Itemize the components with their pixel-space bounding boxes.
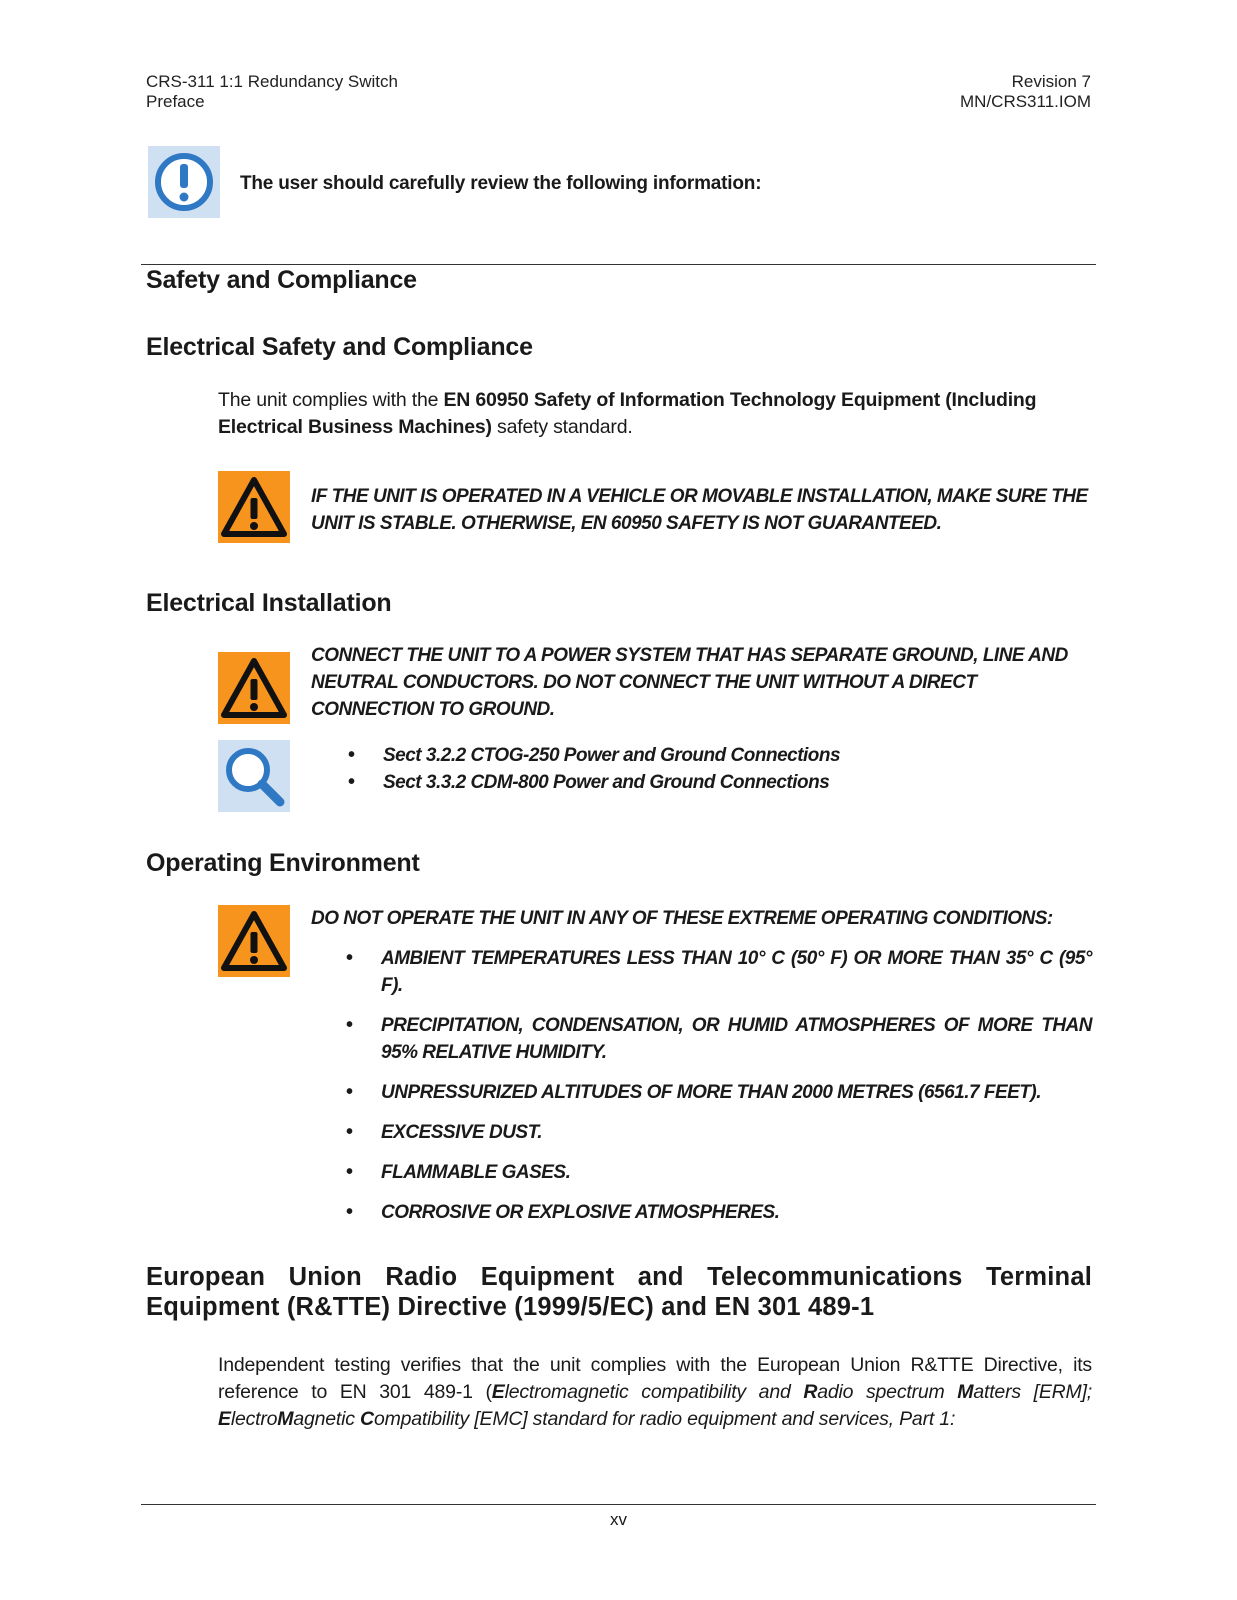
italic-text: atters [ERM];: [973, 1381, 1093, 1403]
standard-name: EN 60950 Safety of Information Technology Equipment (Including Electrical Business Machines): [218, 389, 1037, 438]
emphasis-letter: M: [957, 1381, 974, 1403]
emphasis-letter: E: [218, 1408, 231, 1430]
revision-label: Revision 7: [1011, 72, 1091, 91]
condition-item: • CORROSIVE OR EXPLOSIVE ATMOSPHERES.: [381, 1199, 1092, 1226]
section-title-eu-directive: European Union Radio Equipment and Telecommunications Terminal Equipment (R&TTE) Directive (1999/5/EC) and EN 301 489-1: [146, 1263, 1092, 1321]
reference-list: [383, 742, 1083, 796]
running-header-left: [146, 72, 398, 112]
footer-divider: [141, 1504, 1096, 1505]
section-title-electrical-safety: Electrical Safety and Compliance: [146, 333, 533, 361]
electrical-safety-paragraph: [218, 387, 1094, 441]
italic-text: agnetic: [293, 1408, 361, 1430]
section-title-safety: Safety and Compliance: [146, 266, 417, 294]
notice-text: The user should carefully review the following information:: [240, 173, 762, 194]
condition-item: • AMBIENT TEMPERATURES LESS THAN 10° C (50° F) OR MORE THAN 35° C (95° F).: [381, 945, 1092, 999]
environment-conditions-list: [381, 945, 1092, 1239]
emphasis-letter: C: [360, 1408, 374, 1430]
installation-warning-text: CONNECT THE UNIT TO A POWER SYSTEM THAT HAS SEPARATE GROUND, LINE AND NEUTRAL CONDUCTORS. DO NOT CONNECT THE UNIT WITHOUT A DIRECT CONNECTION TO GROUND.: [311, 645, 1068, 720]
italic-text: lectromagnetic compatibility and: [504, 1381, 804, 1403]
condition-item: • PRECIPITATION, CONDENSATION, OR HUMID ATMOSPHERES OF MORE THAN 95% RELATIVE HUMIDITY.: [381, 1012, 1092, 1066]
emphasis-letter: R: [803, 1381, 818, 1403]
section-divider: [141, 264, 1096, 265]
manual-title: CRS-311 1:1 Redundancy Switch: [146, 72, 398, 91]
emphasis-letter: E: [491, 1381, 505, 1403]
document-number: MN/CRS311.IOM: [960, 92, 1091, 111]
reference-link[interactable]: • Sect 3.3.2 CDM-800 Power and Ground Connections: [383, 769, 1083, 796]
italic-text: ompatibility [EMC] standard for radio equipment and services, Part 1:: [373, 1408, 956, 1430]
warning-icon: [218, 652, 290, 724]
exclamation-icon: [148, 146, 220, 218]
section-name: Preface: [146, 92, 205, 111]
page-number: xv: [610, 1510, 627, 1529]
eu-directive-paragraph: [218, 1352, 1092, 1433]
italic-text: lectro: [230, 1408, 278, 1430]
warning-icon: [218, 471, 290, 543]
running-header-right: [960, 72, 1091, 112]
condition-item: • EXCESSIVE DUST.: [381, 1119, 1092, 1146]
vehicle-warning-text: IF THE UNIT IS OPERATED IN A VEHICLE OR MOVABLE INSTALLATION, MAKE SURE THE UNIT IS STABLE. OTHERWISE, EN 60950 SAFETY IS NOT GUARANTEED.: [311, 486, 1088, 534]
section-title-electrical-installation: Electrical Installation: [146, 589, 392, 617]
reference-link[interactable]: • Sect 3.2.2 CTOG-250 Power and Ground Connections: [383, 742, 1083, 769]
environment-warning-text: DO NOT OPERATE THE UNIT IN ANY OF THESE EXTREME OPERATING CONDITIONS:: [311, 908, 1053, 929]
paragraph-text: safety standard.: [491, 416, 633, 438]
magnifier-icon: [218, 740, 290, 812]
italic-text: adio spectrum: [817, 1381, 958, 1403]
condition-item: • UNPRESSURIZED ALTITUDES OF MORE THAN 2000 METRES (6561.7 FEET).: [381, 1079, 1092, 1106]
emphasis-letter: M: [277, 1408, 294, 1430]
warning-icon: [218, 905, 290, 977]
condition-item: • FLAMMABLE GASES.: [381, 1159, 1092, 1186]
section-title-operating-environment: Operating Environment: [146, 849, 420, 877]
paragraph-text: Independent testing verifies that the unit complies with the European Union R&TTE Directive, its reference to EN 301 489-1 (: [218, 1354, 1092, 1403]
paragraph-text: The unit complies with the: [218, 389, 444, 411]
